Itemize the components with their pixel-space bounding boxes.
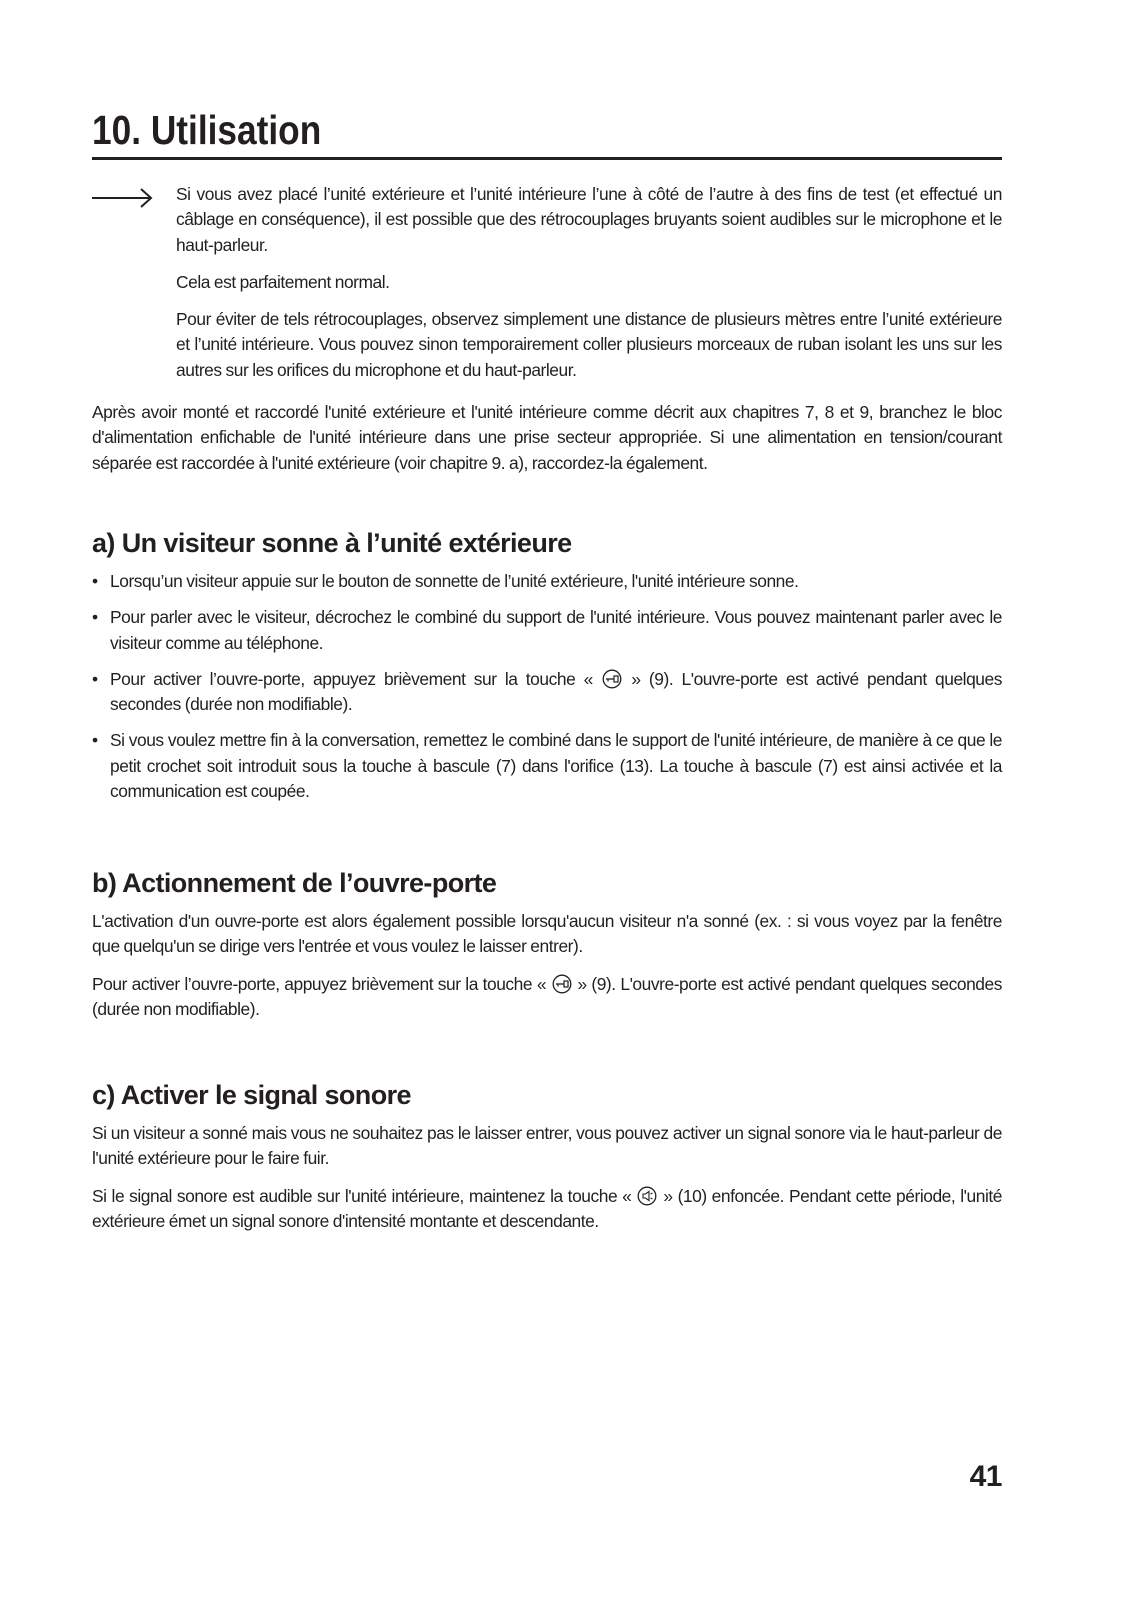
section-a-list: [92, 569, 1002, 804]
note-paragraph: Pour éviter de tels rétrocouplages, observez simplement une distance de plusieurs mètres entre l’unité extérieure et l’unité intérieure. Vous pouvez sinon temporairement coller plusieurs morceaux de ruban isolant les uns sur les autres sur les orifices du microphone et du haut-parleur.: [176, 309, 1002, 380]
list-item-text: Pour parler avec le visiteur, décrochez le combiné du support de l'unité intérieure. Vous pouvez maintenant parler avec le visiteur comme au téléphone.: [110, 607, 1002, 653]
note-paragraph: Cela est parfaitement normal.: [176, 271, 390, 292]
intro-paragraph: Après avoir monté et raccordé l'unité extérieure et l'unité intérieure comme décrit aux chapitres 7, 8 et 9, branchez le bloc d'alimentation enfichable de l'unité intérieure dans une prise secteur appropriée. Si une alimentation en tension/courant séparée est raccordée à l'unité extérieure (voir chapitre 9. a), raccordez-la également.: [92, 402, 1002, 473]
section-c-paragraph: Si un visiteur a sonné mais vous ne souhaitez pas le laisser entrer, vous pouvez activer un signal sonore via le haut-parleur de l'unité extérieure pour le faire fuir.: [92, 1123, 1002, 1169]
section-b: [92, 866, 1002, 1034]
paragraph-text: » (10) enfoncée. Pendant cette période, l'unité extérieure émet un signal sonore d'intensité montante et descendante.: [92, 1185, 1002, 1231]
list-item-text: Si vous voulez mettre fin à la conversation, remettez le combiné dans le support de l'unité intérieure, de manière à ce que le petit crochet soit introduit sous la touche à bascule (7) dans l'orifice (13). La touche à bascule (7) est ainsi activée et la communication est coupée.: [110, 730, 1002, 802]
key-icon: [551, 974, 573, 994]
list-item-text: Lorsqu’un visiteur appuie sur le bouton de sonnette de l’unité extérieure, l'unité intérieure sonne.: [110, 571, 799, 591]
section-a: [92, 526, 1002, 815]
section-c-paragraph: [92, 1184, 1002, 1235]
key-icon: [601, 669, 623, 689]
list-item: [92, 569, 1002, 594]
note-paragraph: Si vous avez placé l’unité extérieure et l’unité intérieure l’une à côté de l’autre à des fins de test (et effectué un câblage en conséquence), il est possible que des rétrocouplages bruyants soient audibles sur le microphone et le haut-parleur.: [176, 184, 1002, 255]
section-c-heading: c) Activer le signal sonore: [92, 1080, 411, 1110]
list-item-text: Pour activer l’ouvre-porte, appuyez brièvement sur la touche «: [110, 668, 593, 689]
page-number: 41: [969, 1460, 1002, 1493]
bullet: •: [92, 730, 98, 751]
speaker-icon: [636, 1186, 658, 1206]
bullet: •: [92, 571, 98, 591]
section-b-paragraph: [92, 972, 1002, 1023]
section-c: [92, 1078, 1002, 1246]
list-item: [92, 728, 1002, 804]
bullet: •: [92, 607, 98, 628]
bullet: •: [92, 668, 98, 689]
chapter-title: 10. Utilisation: [92, 107, 322, 153]
section-a-heading: a) Un visiteur sonne à l’unité extérieure: [92, 528, 572, 558]
list-item: [92, 667, 1002, 718]
paragraph-text: Si le signal sonore est audible sur l'unité intérieure, maintenez la touche «: [92, 1185, 632, 1206]
paragraph-text: Pour activer l’ouvre-porte, appuyez brièvement sur la touche «: [92, 973, 547, 994]
note-block: [92, 182, 1002, 395]
list-item-text: » (9). L'ouvre-porte est activé pendant quelques secondes (durée non modifiable).: [110, 668, 1002, 715]
title-rule: [92, 157, 1002, 160]
intro-block: [92, 400, 1002, 488]
list-item: [92, 605, 1002, 656]
paragraph-text: » (9). L'ouvre-porte est activé pendant quelques secondes (durée non modifiable).: [92, 973, 1003, 1019]
section-b-paragraph: L'activation d'un ouvre-porte est alors également possible lorsqu'aucun visiteur n'a sonné (ex. : si vous voyez par la fenêtre que quelqu'un se dirige vers l'entrée et vous voulez le laisser entrer).: [92, 911, 1002, 957]
section-b-heading: b) Actionnement de l’ouvre-porte: [92, 868, 497, 898]
arrow-right-icon: [92, 188, 154, 208]
